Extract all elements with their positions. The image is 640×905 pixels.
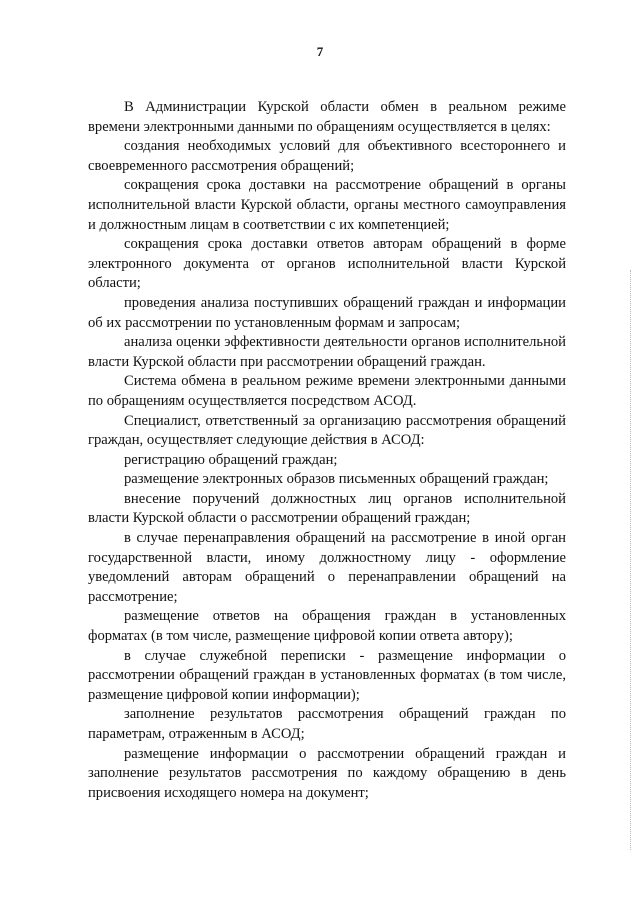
paragraph-goal-delivery-appeals: сокращения срока доставки на рассмотрение обращений в органы исполнительной власти Курской области, органы местного самоуправления и должностным лицам в соответствии с их компетенцией;	[88, 177, 566, 233]
paragraph-goal-delivery-answers: сокращения срока доставки ответов авторам обращений в форме электронного документа от органов исполнительной власти Курской области;	[88, 236, 566, 292]
paragraph-intro: В Администрации Курской области обмен в реальном режиме времени электронными данными по обращениям осуществляется в целях:	[88, 99, 566, 135]
document-body	[88, 98, 566, 803]
paragraph-goal-analysis: проведения анализа поступивших обращений граждан и информации об их рассмотрении по установленным формам и запросам;	[88, 294, 566, 331]
paragraph-action-results: заполнение результатов рассмотрения обращений граждан по параметрам, отраженным в АСОД;	[88, 706, 566, 742]
paragraph-action-images: размещение электронных образов письменных обращений граждан;	[124, 471, 549, 488]
paragraph-action-instructions: внесение поручений должностных лиц органов исполнительной власти Курской области о рассмотрении обращений граждан;	[88, 490, 566, 527]
paragraph-system-asod: Система обмена в реальном режиме времени электронными данными по обращениям осуществляется посредством АСОД.	[88, 373, 566, 409]
paragraph-goal-conditions: создания необходимых условий для объективного всестороннего и своевременного рассмотрения обращений;	[88, 138, 566, 174]
paragraph-action-redirect: в случае перенаправления обращений на рассмотрение в иной орган государственной власти, иному должностному лицу - оформление уведомлений авторам обращений о перенаправлении обращений на рассмотрение;	[88, 530, 566, 605]
paragraph-goal-efficiency: анализа оценки эффективности деятельности органов исполнительной власти Курской области при рассмотрении обращений граждан.	[88, 334, 566, 370]
paragraph-action-answers: размещение ответов на обращения граждан в установленных форматах (в том числе, размещение цифровой копии ответа автору);	[88, 608, 566, 645]
page-number: 7	[316, 44, 324, 59]
paragraph-action-info-results: размещение информации о рассмотрении обращений граждан и заполнение результатов рассмотрения по каждому обращению в день присвоения исходящего номера на документ;	[88, 745, 566, 801]
scan-edge-line	[629, 270, 631, 850]
paragraph-action-registration: регистрацию обращений граждан;	[124, 451, 338, 468]
paragraph-action-correspondence: в случае служебной переписки - размещение информации о рассмотрении обращений граждан в установленных форматах (в том числе, размещение цифровой копии информации);	[88, 647, 566, 703]
paragraph-specialist-actions: Специалист, ответственный за организацию рассмотрения обращений граждан, осуществляет следующие действия в АСОД:	[88, 412, 566, 449]
